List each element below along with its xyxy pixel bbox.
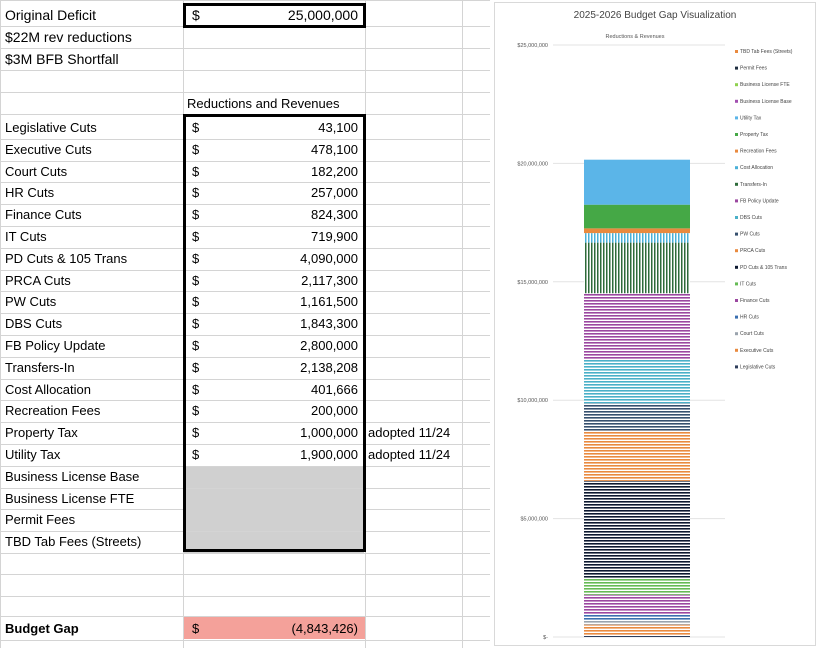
grid-row-line <box>0 553 490 554</box>
bar-segment-hr-cuts <box>584 614 690 620</box>
row-note[interactable]: adopted 11/24 <box>368 425 451 440</box>
legend-swatch <box>735 133 738 136</box>
row-dollar-sign[interactable]: $ <box>192 294 200 309</box>
legend-entry: Utility Tax <box>740 115 762 122</box>
row-dollar-sign[interactable]: $ <box>192 338 200 353</box>
legend-swatch <box>735 100 738 103</box>
legend-swatch <box>735 299 738 302</box>
row-label[interactable]: Executive Cuts <box>5 142 92 157</box>
y-tick-label: $10,000,000 <box>517 398 548 405</box>
row-label[interactable]: Business License Base <box>5 469 140 484</box>
row-amount[interactable]: 719,900 <box>311 229 358 244</box>
bar-segment-executive-cuts <box>584 625 690 636</box>
legend-swatch <box>735 183 738 186</box>
row-amount[interactable]: 2,138,208 <box>300 360 358 375</box>
row-dollar-sign[interactable]: $ <box>192 185 200 200</box>
row-label[interactable]: PW Cuts <box>5 294 57 309</box>
row-dollar-sign[interactable]: $ <box>192 316 200 331</box>
bar-segment-recreation-fees <box>584 228 690 233</box>
legend-entry: Property Tax <box>740 132 768 138</box>
original-deficit-box <box>183 3 366 28</box>
row-dollar-sign[interactable]: $ <box>192 229 200 244</box>
legend-entry: Recreation Fees <box>740 148 777 155</box>
row-label[interactable]: FB Policy Update <box>5 338 106 353</box>
legend-entry: Transfers-In <box>740 181 767 188</box>
section-header[interactable]: Reductions and Revenues <box>187 96 340 111</box>
row-amount[interactable]: 1,843,300 <box>300 316 358 331</box>
legend-swatch <box>735 199 738 202</box>
y-tick-label: $15,000,000 <box>517 279 548 286</box>
chart-title: 2025-2026 Budget Gap Visualization <box>573 10 737 21</box>
chart-object[interactable] <box>494 2 816 646</box>
bar-segment-pw-cuts <box>584 403 690 431</box>
bar-segment-prca-cuts <box>584 431 690 481</box>
grid-row-line <box>0 596 490 597</box>
row-amount[interactable]: 257,000 <box>311 185 358 200</box>
y-tick-label: $25,000,000 <box>517 43 548 49</box>
row-label[interactable]: TBD Tab Fees (Streets) <box>5 534 142 549</box>
grid-col-line <box>462 0 463 648</box>
bar-segment-court-cuts <box>584 620 690 624</box>
bar-segment-finance-cuts <box>584 595 690 615</box>
row-label[interactable]: IT Cuts <box>5 229 47 244</box>
row-label[interactable]: Finance Cuts <box>5 207 82 222</box>
legend-entry: Cost Allocation <box>740 165 774 172</box>
legend-entry: IT Cuts <box>740 281 757 288</box>
row-amount[interactable]: 182,200 <box>311 164 358 179</box>
legend-entry: HR Cuts <box>740 314 759 321</box>
row-amount[interactable]: 200,000 <box>311 403 358 418</box>
legend-swatch <box>735 316 738 319</box>
y-tick-label: $- <box>543 635 548 641</box>
legend-swatch <box>735 282 738 285</box>
row-label[interactable]: Property Tax <box>5 425 78 440</box>
bar-segment-legislative-cuts <box>584 636 690 637</box>
row-dollar-sign[interactable]: $ <box>192 425 200 440</box>
grid-row-line <box>0 0 490 1</box>
legend-swatch <box>735 50 738 53</box>
row-dollar-sign[interactable]: $ <box>192 251 200 266</box>
row-dollar-sign[interactable]: $ <box>192 447 200 462</box>
row-label[interactable]: Utility Tax <box>5 447 61 462</box>
row-label[interactable]: PD Cuts & 105 Trans <box>5 251 128 266</box>
cell-original-deficit-label[interactable]: Original Deficit <box>5 7 97 23</box>
row-amount[interactable]: 1,900,000 <box>300 447 358 462</box>
row-amount[interactable]: 43,100 <box>318 120 358 135</box>
legend-entry: TBD Tab Fees (Streets) <box>740 49 793 55</box>
legend-swatch <box>735 332 738 335</box>
row-note[interactable]: adopted 11/24 <box>368 447 451 462</box>
stacked-bar-chart <box>495 3 815 645</box>
legend-swatch <box>735 83 738 86</box>
bar-segment-property-tax <box>584 205 690 229</box>
legend-entry: Court Cuts <box>740 331 764 338</box>
bar-segment-fb-policy-update <box>584 293 690 359</box>
legend-entry: FB Policy Update <box>740 198 779 205</box>
row-label[interactable]: Transfers-In <box>5 360 75 375</box>
legend-swatch <box>735 67 738 70</box>
bar-segment-dbs-cuts <box>584 360 690 404</box>
cell-budget-gap-dollar[interactable]: $ <box>192 621 200 636</box>
row-dollar-sign[interactable]: $ <box>192 120 200 135</box>
cell-rev-reductions[interactable]: $22M rev reductions <box>5 29 132 45</box>
row-dollar-sign[interactable]: $ <box>192 164 200 179</box>
grid-row-line <box>0 574 490 575</box>
chart-subtitle: Reductions & Revenues <box>605 34 665 40</box>
bar-segment-it-cuts <box>584 578 690 595</box>
row-label[interactable]: Court Cuts <box>5 164 68 179</box>
row-amount[interactable]: 401,666 <box>311 382 358 397</box>
y-tick-label: $5,000,000 <box>520 516 548 523</box>
legend-entry: PW Cuts <box>740 231 760 238</box>
row-label[interactable]: Legislative Cuts <box>5 120 97 135</box>
legend-swatch <box>735 116 738 119</box>
bar-segment-cost-allocation <box>584 233 690 243</box>
row-dollar-sign[interactable]: $ <box>192 273 200 288</box>
row-amount[interactable]: 478,100 <box>311 142 358 157</box>
grid-col-line <box>0 0 1 648</box>
row-label[interactable]: DBS Cuts <box>5 316 63 331</box>
legend-swatch <box>735 233 738 236</box>
cell-budget-gap-amount[interactable]: (4,843,426) <box>291 621 358 636</box>
y-tick-label: $20,000,000 <box>517 161 548 168</box>
row-label[interactable]: Cost Allocation <box>5 382 91 397</box>
legend-swatch <box>735 349 738 352</box>
legend-swatch <box>735 166 738 169</box>
legend-entry: Legislative Cuts <box>740 364 776 371</box>
bar-segment-transfers-in <box>584 243 690 294</box>
cell-original-deficit-amount[interactable]: 25,000,000 <box>287 7 358 23</box>
cell-bfb-shortfall[interactable]: $3M BFB Shortfall <box>5 51 119 67</box>
legend-entry: Business License FTE <box>740 82 790 89</box>
row-amount[interactable]: 2,117,300 <box>301 273 358 288</box>
cell-original-deficit-dollar[interactable]: $ <box>192 7 200 23</box>
reductions-box <box>183 114 366 552</box>
legend-entry: DBS Cuts <box>740 215 762 221</box>
grid-row-line <box>0 70 490 71</box>
row-label[interactable]: Recreation Fees <box>5 403 101 418</box>
legend-entry: Permit Fees <box>740 65 767 72</box>
bar-segment-utility-tax <box>584 160 690 205</box>
legend-entry: PD Cuts & 105 Trans <box>740 264 787 271</box>
legend-swatch <box>735 216 738 219</box>
row-amount[interactable]: 1,161,500 <box>300 294 358 309</box>
legend-swatch <box>735 266 738 269</box>
legend-swatch <box>735 150 738 153</box>
row-dollar-sign[interactable]: $ <box>192 360 200 375</box>
row-amount[interactable]: 824,300 <box>311 207 358 222</box>
cell-budget-gap-label[interactable]: Budget Gap <box>5 621 79 636</box>
row-dollar-sign[interactable]: $ <box>192 382 200 397</box>
row-amount[interactable]: 4,090,000 <box>300 251 358 266</box>
row-label[interactable]: Business License FTE <box>5 491 135 506</box>
row-dollar-sign[interactable]: $ <box>192 142 200 157</box>
legend-entry: Business License Base <box>740 98 792 105</box>
row-label[interactable]: PRCA Cuts <box>5 273 71 288</box>
legend-entry: Executive Cuts <box>740 347 774 354</box>
legend-swatch <box>735 365 738 368</box>
grid-row-line <box>0 640 490 641</box>
row-label[interactable]: HR Cuts <box>5 185 55 200</box>
bar-segment-pd-cuts-105-trans <box>584 481 690 578</box>
legend-swatch <box>735 249 738 252</box>
row-dollar-sign[interactable]: $ <box>192 207 200 222</box>
row-amount[interactable]: 2,800,000 <box>300 338 358 353</box>
legend-entry: Finance Cuts <box>740 298 770 304</box>
legend-entry: PRCA Cuts <box>740 248 766 255</box>
row-dollar-sign[interactable]: $ <box>192 403 200 418</box>
row-amount[interactable]: 1,000,000 <box>300 425 358 440</box>
row-label[interactable]: Permit Fees <box>5 512 76 527</box>
